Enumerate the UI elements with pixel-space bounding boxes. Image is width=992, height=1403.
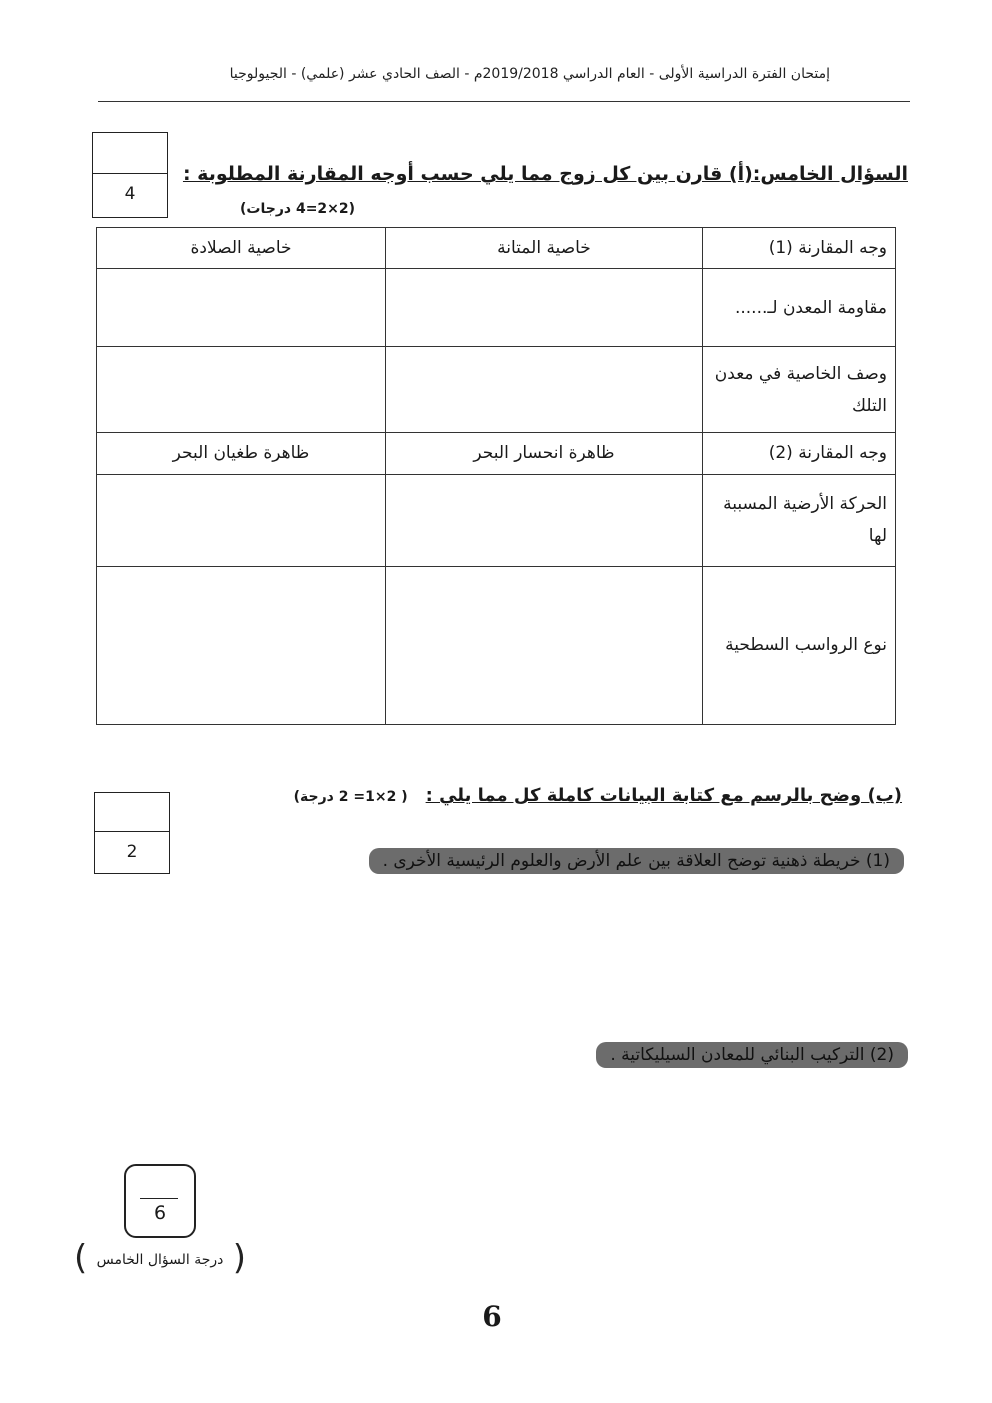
row3-answer-a[interactable] bbox=[386, 474, 703, 566]
question-b-item-2: (2) التركيب البنائي للمعادن السيليكاتية . bbox=[596, 1042, 908, 1068]
header2-label: وجه المقارنة (2) bbox=[703, 433, 896, 474]
question-b-title bbox=[294, 785, 902, 806]
score-box-a bbox=[92, 132, 168, 218]
question-b-item-1: (1) خريطة ذهنية توضح العلاقة بين علم الأرض والعلوم الرئيسية الأخرى . bbox=[369, 848, 904, 874]
row4-answer-a[interactable] bbox=[386, 566, 703, 724]
row2-answer-a[interactable] bbox=[386, 347, 703, 433]
header1-label: وجه المقارنة (1) bbox=[703, 228, 896, 269]
row4-label: نوع الرواسب السطحية bbox=[703, 566, 896, 724]
exam-header: إمتحان الفترة الدراسية الأولى - العام الدراسي 2019/2018م - الصف الحادي عشر (علمي) - الجيولوجيا bbox=[229, 66, 830, 82]
page-number: 6 bbox=[482, 1300, 502, 1333]
total-score-value: 6 bbox=[153, 1202, 167, 1224]
total-score-box bbox=[124, 1164, 196, 1238]
row3-label: الحركة الأرضية المسببة لها bbox=[703, 474, 896, 566]
score-box-b bbox=[94, 792, 170, 874]
left-paren: ( bbox=[74, 1238, 88, 1278]
row2-answer-b[interactable] bbox=[97, 347, 386, 433]
header2-col-b: ظاهرة طغيان البحر bbox=[97, 433, 386, 474]
row1-answer-b[interactable] bbox=[97, 269, 386, 347]
total-score bbox=[76, 1160, 244, 1288]
question-b-title-text: (ب) وضح بالرسم مع كتابة البيانات كاملة كل مما يلي : bbox=[425, 785, 902, 806]
score-a-value: 4 bbox=[124, 184, 136, 204]
question-b-marks: ( 2×1= 2 درجة) bbox=[293, 789, 408, 805]
row1-label: مقاومة المعدن لـ...... bbox=[703, 269, 896, 347]
header-divider bbox=[98, 101, 910, 102]
total-score-label: درجة السؤال الخامس bbox=[96, 1252, 224, 1268]
row2-label: وصف الخاصية في معدن التلك bbox=[703, 347, 896, 433]
question-a-marks: (2×2=4 درجات) bbox=[240, 201, 356, 217]
header1-col-a: خاصية المتانة bbox=[386, 228, 703, 269]
score-b-value: 2 bbox=[126, 842, 138, 862]
header2-col-a: ظاهرة انحسار البحر bbox=[386, 433, 703, 474]
row4-answer-b[interactable] bbox=[97, 566, 386, 724]
comparison-table bbox=[96, 227, 896, 725]
row3-answer-b[interactable] bbox=[97, 474, 386, 566]
question-a-title: السؤال الخامس:(أ) قارن بين كل زوج مما يلي حسب أوجه المقارنة المطلوبة : bbox=[182, 163, 908, 185]
row1-answer-a[interactable] bbox=[386, 269, 703, 347]
right-paren: ) bbox=[232, 1238, 246, 1278]
fraction-bar bbox=[140, 1198, 178, 1199]
header1-col-b: خاصية الصلادة bbox=[97, 228, 386, 269]
